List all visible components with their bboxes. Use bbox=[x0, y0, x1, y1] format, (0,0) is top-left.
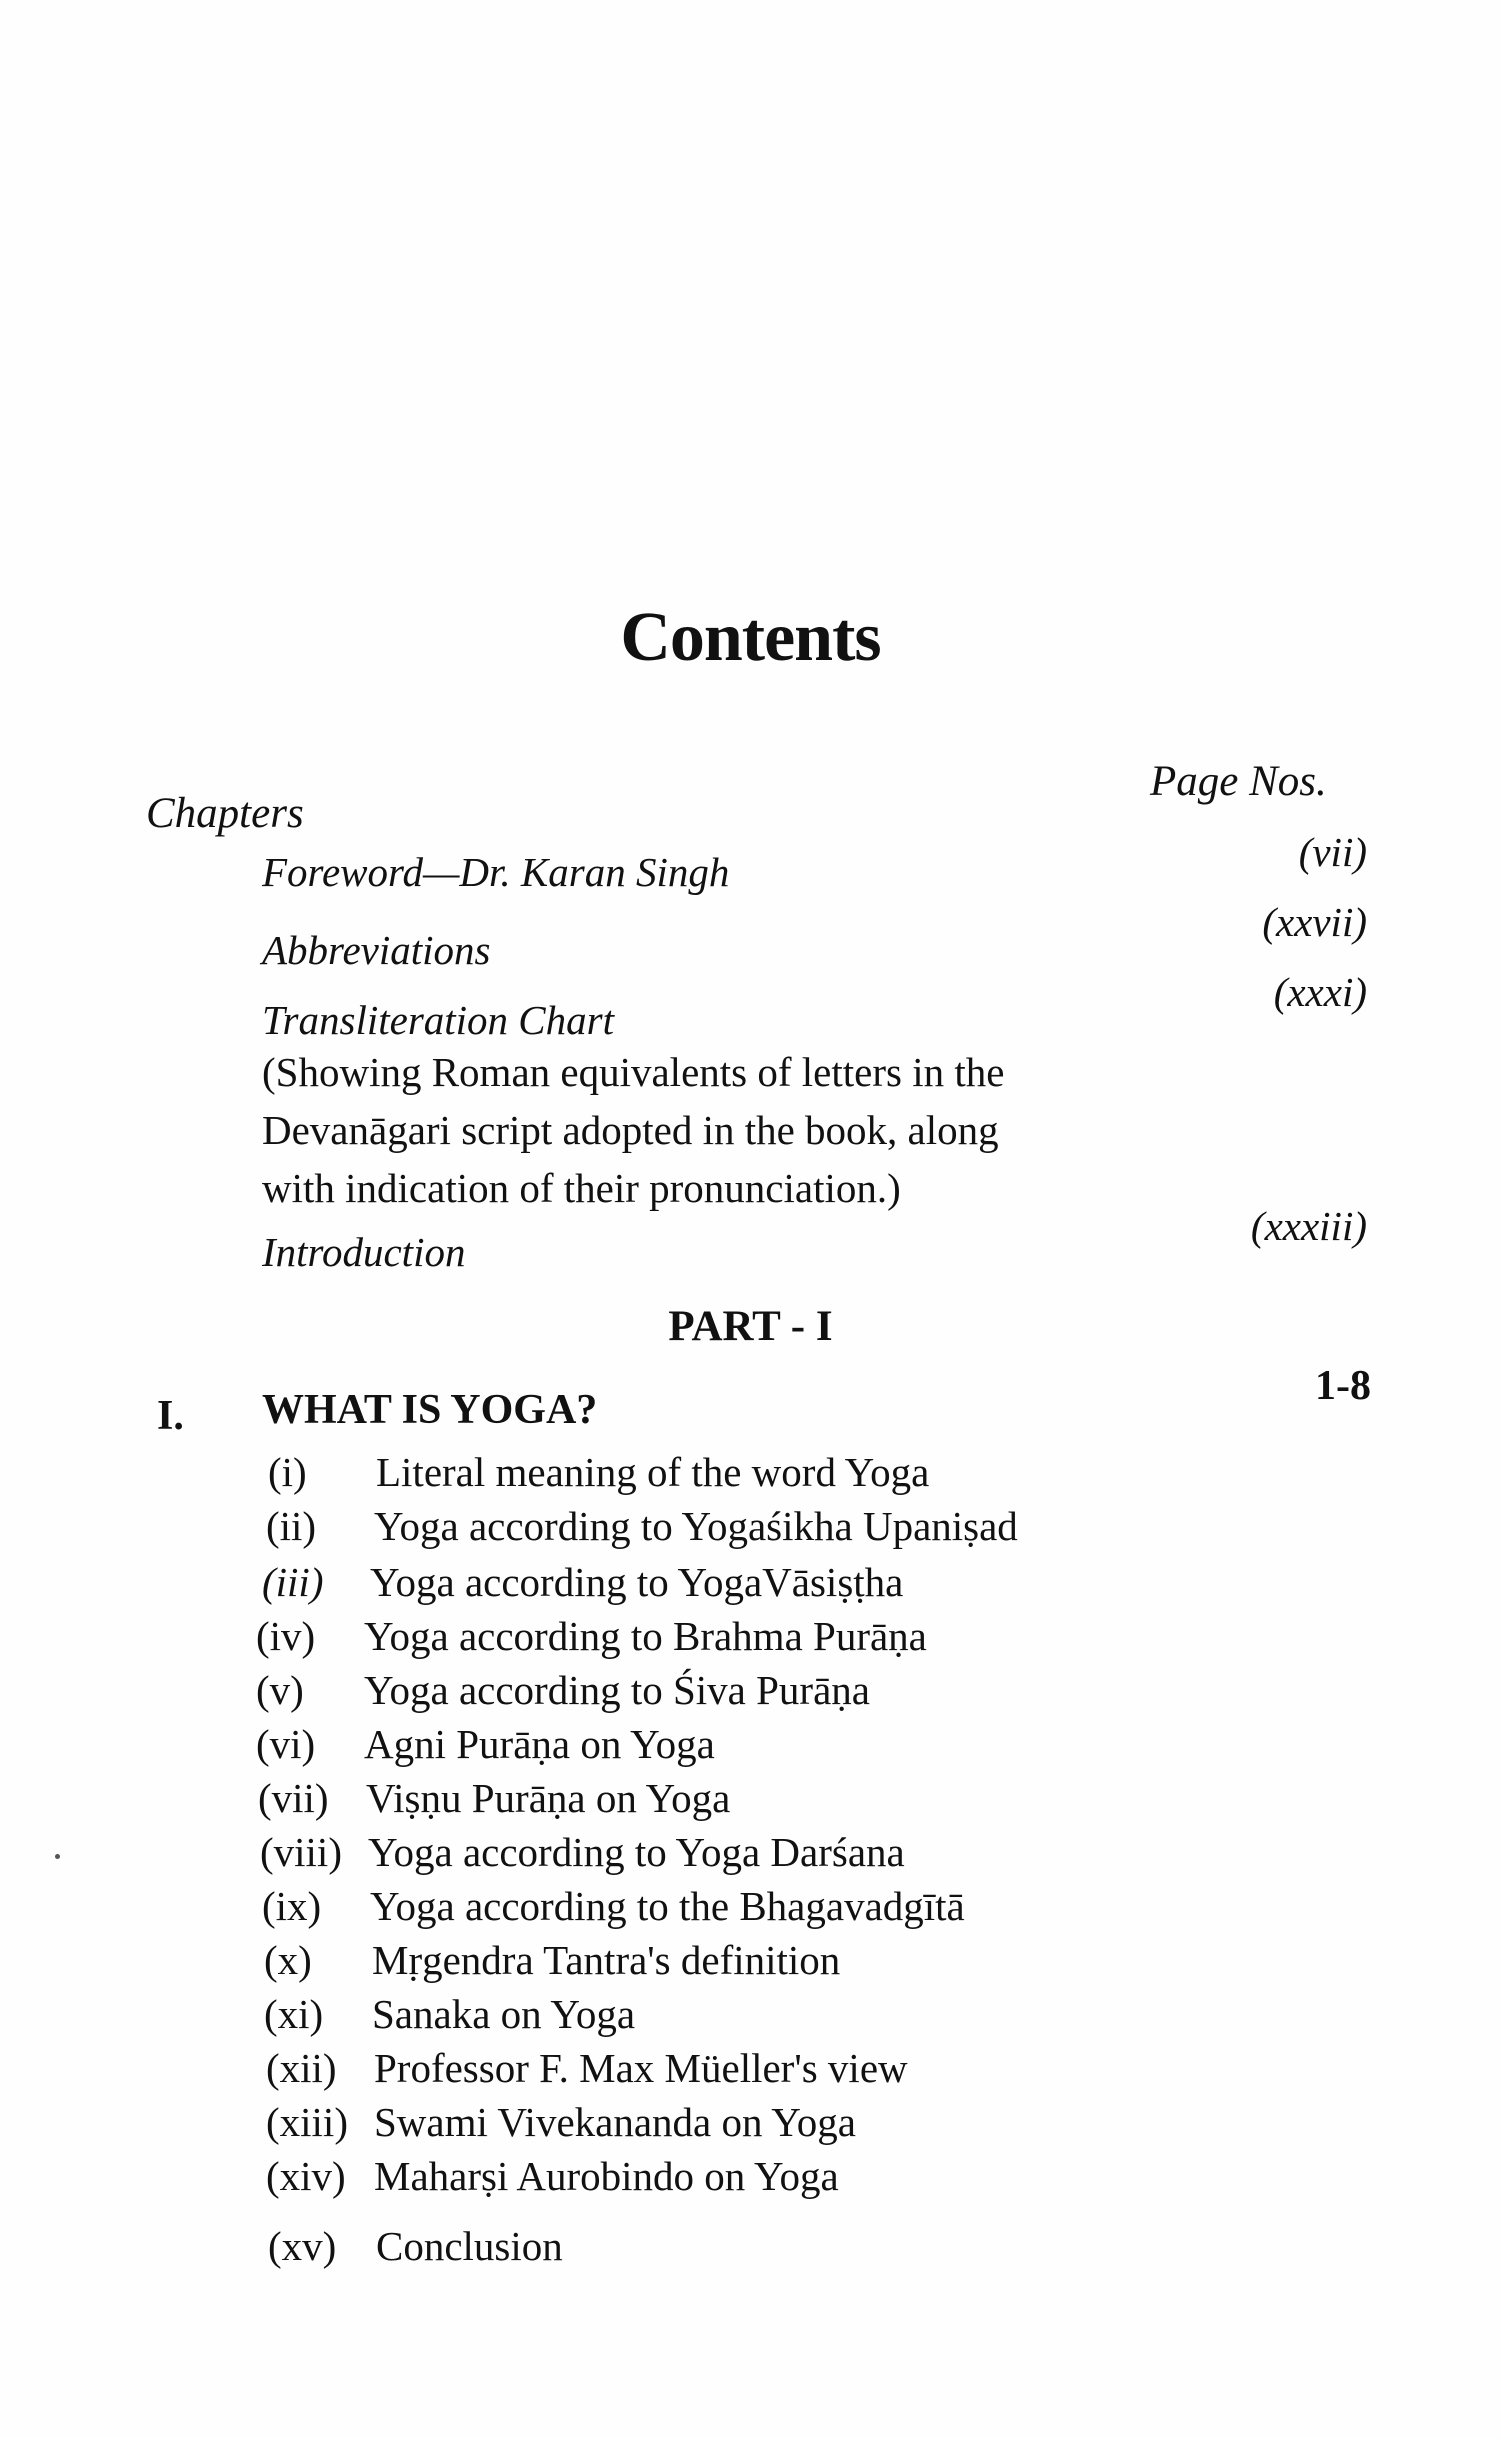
section-number: (xiv) bbox=[266, 2153, 346, 2199]
section-title: Yoga according to Brahma Purāṇa bbox=[364, 1613, 927, 1659]
section-number: (viii) bbox=[260, 1829, 342, 1875]
section-item bbox=[266, 2045, 908, 2091]
section-item bbox=[256, 1721, 715, 1767]
section-number: (xv) bbox=[268, 2223, 337, 2269]
section-number: (vii) bbox=[258, 1775, 329, 1821]
section-number: (x) bbox=[264, 1937, 312, 1983]
section-item bbox=[266, 2153, 839, 2199]
section-item bbox=[266, 2099, 856, 2145]
section-title: Yoga according to Śiva Purāṇa bbox=[364, 1667, 870, 1713]
section-title: Yoga according to the Bhagavadgītā bbox=[370, 1883, 965, 1929]
section-title: Sanaka on Yoga bbox=[372, 1991, 636, 2037]
chapter-title: WHAT IS YOGA? bbox=[262, 1387, 598, 1433]
toc-entry-transliteration: Transliteration Chart bbox=[262, 997, 615, 1043]
chapter-pages: 1-8 bbox=[1315, 1363, 1371, 1409]
transliteration-note-line-3: with indication of their pronunciation.) bbox=[262, 1165, 901, 1211]
section-title: Maharṣi Aurobindo on Yoga bbox=[374, 2153, 839, 2199]
toc-page-introduction: (xxxiii) bbox=[1250, 1203, 1367, 1249]
section-item bbox=[266, 1503, 1018, 1549]
section-item bbox=[264, 1991, 636, 2037]
section-number: (vi) bbox=[256, 1721, 316, 1767]
section-title: Literal meaning of the word Yoga bbox=[376, 1449, 930, 1495]
section-item bbox=[268, 1449, 930, 1495]
section-item bbox=[268, 2223, 563, 2269]
section-title: Conclusion bbox=[376, 2223, 563, 2269]
section-title: Yoga according to Yoga Darśana bbox=[368, 1829, 905, 1875]
section-number: (v) bbox=[256, 1667, 304, 1713]
section-number: (xii) bbox=[266, 2045, 337, 2091]
toc-page-foreword: (vii) bbox=[1298, 829, 1367, 875]
toc-entry-abbreviations: Abbreviations bbox=[262, 927, 491, 973]
toc-entry-introduction: Introduction bbox=[262, 1229, 466, 1275]
section-number: (xi) bbox=[264, 1991, 324, 2037]
section-number: (iv) bbox=[256, 1613, 316, 1659]
section-title: Professor F. Max Müeller's view bbox=[374, 2045, 908, 2091]
toc-entry-foreword: Foreword—Dr. Karan Singh bbox=[262, 849, 730, 895]
toc-page-abbreviations: (xxvii) bbox=[1262, 899, 1367, 945]
section-title: Yoga according to Yogaśikha Upaniṣad bbox=[374, 1503, 1018, 1549]
page-nos-column-label: Page Nos. bbox=[1150, 758, 1327, 805]
chapter-number: I. bbox=[157, 1393, 184, 1439]
page-title: Contents bbox=[620, 599, 881, 676]
transliteration-note-line-1: (Showing Roman equivalents of letters in the bbox=[262, 1049, 1005, 1095]
section-number: (ii) bbox=[266, 1503, 317, 1549]
transliteration-note-line-2: Devanāgari script adopted in the book, along bbox=[262, 1107, 999, 1153]
section-item bbox=[256, 1613, 927, 1659]
section-number: (i) bbox=[268, 1449, 307, 1495]
ink-speck bbox=[55, 1854, 60, 1859]
section-item bbox=[262, 1559, 904, 1605]
section-title: Yoga according to YogaVāsiṣṭha bbox=[370, 1559, 904, 1605]
part-heading: PART - I bbox=[668, 1303, 833, 1350]
section-number: (ix) bbox=[262, 1883, 322, 1929]
chapters-column-label: Chapters bbox=[146, 790, 304, 837]
section-item bbox=[256, 1667, 870, 1713]
section-number: (iii) bbox=[262, 1559, 324, 1605]
section-title: Viṣṇu Purāṇa on Yoga bbox=[366, 1775, 731, 1821]
section-item bbox=[258, 1775, 731, 1821]
section-item bbox=[262, 1883, 965, 1929]
section-title: Agni Purāṇa on Yoga bbox=[364, 1721, 715, 1767]
section-title: Mṛgendra Tantra's definition bbox=[372, 1937, 841, 1983]
section-title: Swami Vivekananda on Yoga bbox=[374, 2099, 856, 2145]
section-item bbox=[264, 1937, 841, 1983]
section-number: (xiii) bbox=[266, 2099, 348, 2145]
section-item bbox=[260, 1829, 905, 1875]
toc-page-transliteration: (xxxi) bbox=[1273, 969, 1367, 1015]
